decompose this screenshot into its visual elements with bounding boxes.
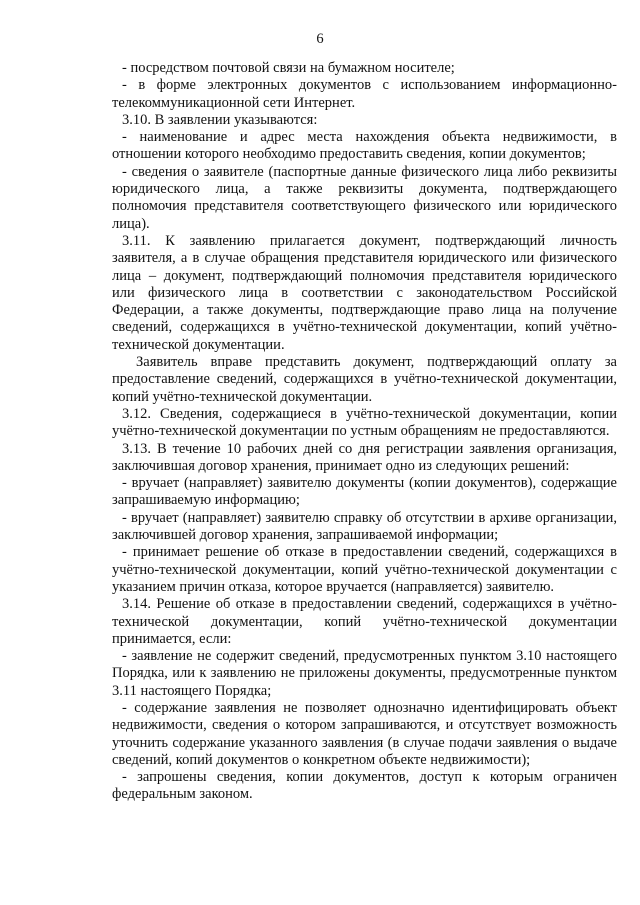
paragraph-unidentifiable-object: - содержание заявления не позволяет однозначно идентифицировать объект недвижимости, сведения о котором запрашиваются, и отсутствует возможность уточнить содержание указанного заявления (в случае подачи заявления о выдаче сведений, копий документов о конкретном объекте недвижимости);: [112, 699, 617, 768]
page-number: 6: [316, 31, 324, 47]
paragraph-3-13-decisions: 3.13. В течение 10 рабочих дней со дня регистрации заявления организация, заключившая договор хранения, принимает одно из следующих решений:: [112, 440, 617, 474]
paragraph-payment-document: Заявитель вправе представить документ, подтверждающий оплату за предоставление сведений, содержащихся в учётно-технической документации, копий учётно-технической документации.: [112, 354, 617, 405]
paragraph-deliver-absence-certificate: - вручает (направляет) заявителю справку об отсутствии в архиве организации, заключившей договор хранения, запрашиваемой информации;: [112, 509, 617, 544]
paragraph-applicant-info: - сведения о заявителе (паспортные данные физического лица либо реквизиты юридического лица, а также реквизиты документа, подтверждающего полномочия представителя соответствующего физического или юридического лица).: [112, 163, 617, 232]
paragraph-electronic-delivery: - в форме электронных документов с использованием информационно-телекоммуникационной сети Интернет.: [112, 77, 617, 111]
paragraph-3-14-refusal-grounds: 3.14. Решение об отказе в предоставлении сведений, содержащихся в учётно-технической документации, копий учётно-технической документации принимается, если:: [112, 596, 617, 647]
paragraph-refusal-decision: - принимает решение об отказе в предоставлении сведений, содержащихся в учётно-технической документации, копий учётно-технической документации с указанием причин отказа, которое вручается (направляется) заявителю.: [112, 544, 617, 595]
paragraph-deliver-documents: - вручает (направляет) заявителю документы (копии документов), содержащие запрашиваемую информацию;: [112, 475, 617, 509]
paragraph-3-10-heading: 3.10. В заявлении указываются:: [122, 111, 318, 128]
paragraph-3-11-attachments: 3.11. К заявлению прилагается документ, подтверждающий личность заявителя, а в случае обращения представителя юридического или физического лица – документ, подтверждающий полномочия представителя юридического или физического лица в соответствии с законодательством Российской Федерации, а также документы, подтверждающие право лица на получение сведений, содержащихся в учётно-технической документации, копий учётно-технической документации.: [112, 232, 617, 353]
paragraph-restricted-access: - запрошены сведения, копии документов, доступ к которым ограничен федеральным законом.: [112, 769, 617, 803]
paragraph-missing-info: - заявление не содержит сведений, предусмотренных пунктом 3.10 настоящего Порядка, или к заявлению не приложены документы, предусмотренные пунктом 3.11 настоящего Порядка;: [112, 648, 617, 699]
paragraph-object-name-address: - наименование и адрес места нахождения объекта недвижимости, в отношении которого необходимо предоставить сведения, копии документов;: [112, 129, 617, 163]
paragraph-3-12-oral-requests: 3.12. Сведения, содержащиеся в учётно-технической документации, копии учётно-технической документации по устным обращениям не предоставляются.: [112, 405, 617, 440]
paragraph-postal-delivery: - посредством почтовой связи на бумажном носителе;: [122, 60, 455, 76]
document-body: [112, 60, 617, 804]
